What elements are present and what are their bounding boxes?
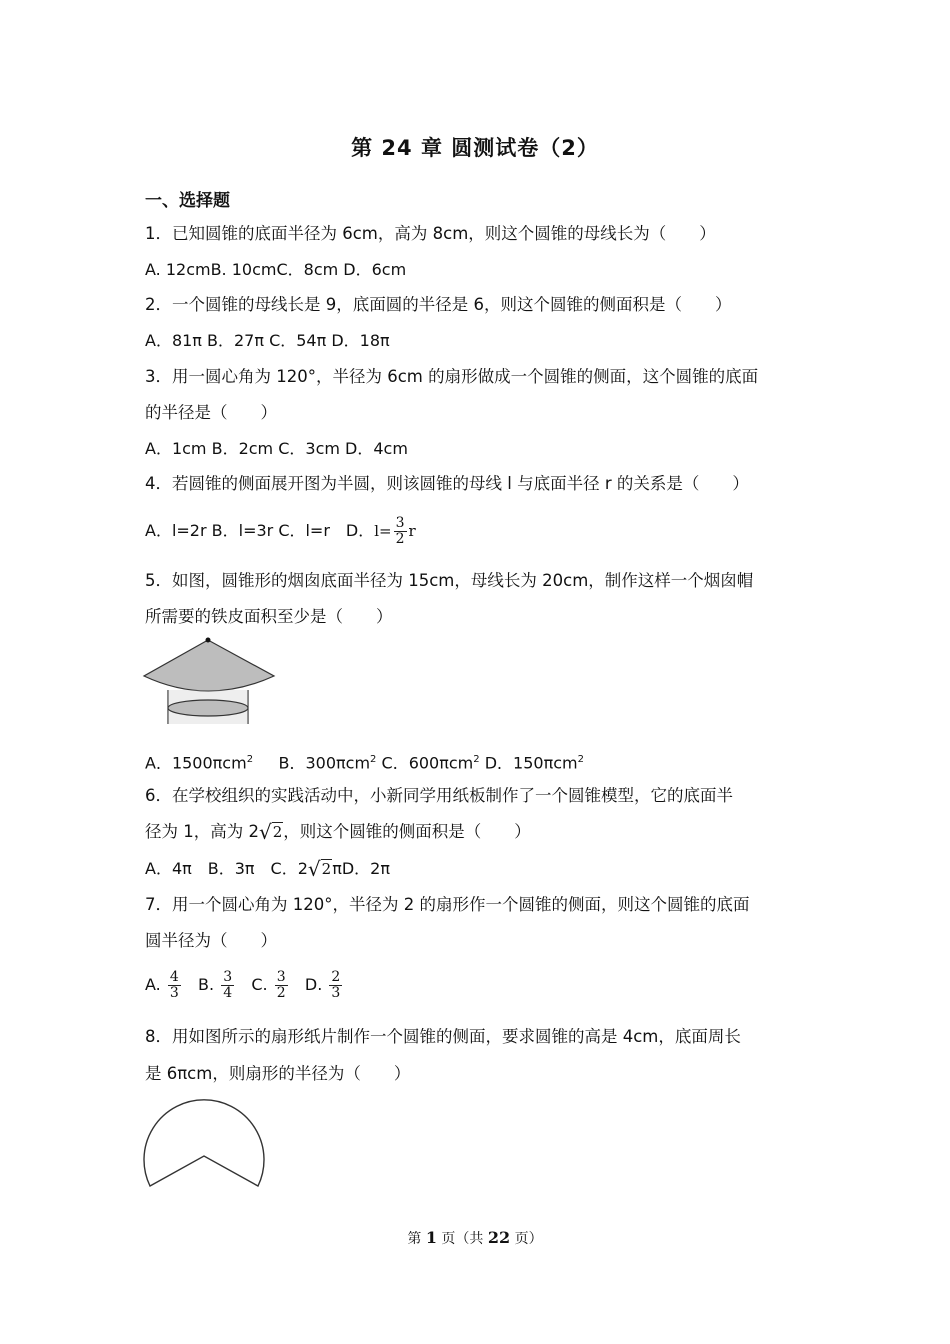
option-b: B．300πcm [278,753,371,773]
fraction-numerator: 3 [276,969,286,985]
fraction-numerator: 2 [331,969,341,985]
option-d-label: D. [304,975,323,994]
cone-cap-shape [144,640,274,691]
question-8-text-line1: 8．用如图所示的扇形纸片制作一个圆锥的侧面，要求圆锥的高是 4cm，底面周长 [145,1027,741,1046]
sector-figure [140,1094,270,1194]
question-7-text-line1: 7．用一个圆心角为 120°，半径为 2 的扇形作一个圆锥的侧面，则这个圆锥的底面 [145,895,750,914]
fraction-denominator: 3 [331,985,341,1001]
question-3-text-line1: 3．用一圆心角为 120°，半径为 6cm 的扇形做成一个圆锥的侧面，这个圆锥的底面 [145,367,759,386]
q6-options-end: πD．2π [332,859,390,878]
option-b-sup: 2 [370,754,377,765]
cone-apex-dot [206,638,211,643]
question-1-text: 1．已知圆锥的底面半径为 6cm，高为 8cm，则这个圆锥的母线长为（ ） [145,224,716,243]
option-d-fraction [329,970,342,1001]
question-6-options [145,858,390,880]
option-d: D．150πcm [484,753,578,773]
section-heading: 一、选择题 [145,191,230,211]
question-6-text-line2 [145,821,531,843]
q6-line2-end: ，则这个圆锥的侧面积是（ ） [283,822,531,841]
option-d-lhs: l= [374,522,392,540]
question-5-text-line2: 所需要的铁皮面积至少是（ ） [145,607,393,626]
option-c-label: C. [251,975,268,994]
option-d-rhs: r [408,522,416,540]
sqrt-expression: √2 [307,857,332,881]
footer-suffix: 页） [510,1231,543,1247]
option-a-sup: 2 [246,754,254,765]
question-7-text-line2: 圆半径为（ ） [145,931,277,950]
fraction-denominator: 3 [169,985,179,1001]
option-b-fraction [221,970,234,1001]
question-4-text: 4．若圆锥的侧面展开图为半圆，则该圆锥的母线 l 与底面半径 r 的关系是（ ） [145,474,749,493]
question-4-options [145,516,416,547]
question-2-text: 2．一个圆锥的母线长是 9，底面圆的半径是 6，则这个圆锥的侧面积是（ ） [145,295,732,314]
page-footer [0,1228,950,1248]
footer-page-number: 1 [425,1228,437,1247]
sqrt-radicand: 2 [272,823,283,841]
question-4-options-abc: A．l=2r B．l=3r C．l=r D． [145,521,375,540]
footer-middle: 页（共 [436,1231,488,1247]
question-3-text-line2: 的半径是（ ） [145,403,277,422]
option-d-sup: 2 [577,754,584,765]
option-c-sup: 2 [473,754,480,765]
sector-shape [144,1100,264,1186]
footer-prefix: 第 [407,1231,426,1247]
q6-options-start: A．4π B．3π C．2 [145,859,308,878]
fraction-denominator: 4 [223,985,233,1001]
question-8-text-line2: 是 6πcm，则扇形的半径为（ ） [145,1064,411,1083]
page-title: 第 24 章 圆测试卷（2） [351,136,599,160]
question-7-options [145,970,344,1001]
option-a-fraction [168,970,181,1001]
option-b-label: B. [198,975,215,994]
question-3-options: A．1cm B．2cm C．3cm D．4cm [145,439,408,458]
question-2-options: A．81π B．27π C．54π D．18π [145,331,390,350]
fraction-numerator: 3 [223,969,233,985]
q6-line2-start: 径为 1，高为 2 [145,822,259,841]
question-5-options [145,749,584,774]
question-5-text-line1: 5．如图，圆锥形的烟囱底面半径为 15cm，母线长为 20cm，制作这样一个烟囱帽 [145,571,754,590]
question-6-text-line1: 6．在学校组织的实践活动中，小新同学用纸板制作了一个圆锥模型，它的底面半 [145,786,733,805]
option-a-label: A. [145,975,161,994]
question-1-options: A. 12cmB. 10cmC．8cm D．6cm [145,260,407,279]
chimney-cap-figure [140,636,280,728]
sqrt-radicand: 2 [321,860,332,878]
option-d-fraction [394,516,407,547]
option-a: A．1500πcm [145,753,247,773]
option-c-fraction [275,970,288,1001]
option-c: C．600πcm [381,753,474,773]
fraction-numerator: 4 [169,969,179,985]
fraction-numerator: 3 [395,515,405,531]
pipe-ellipse [168,700,248,716]
fraction-denominator: 2 [276,985,286,1001]
footer-total-pages: 22 [487,1228,511,1247]
sqrt-expression: √2 [259,820,283,844]
fraction-denominator: 2 [395,531,405,547]
